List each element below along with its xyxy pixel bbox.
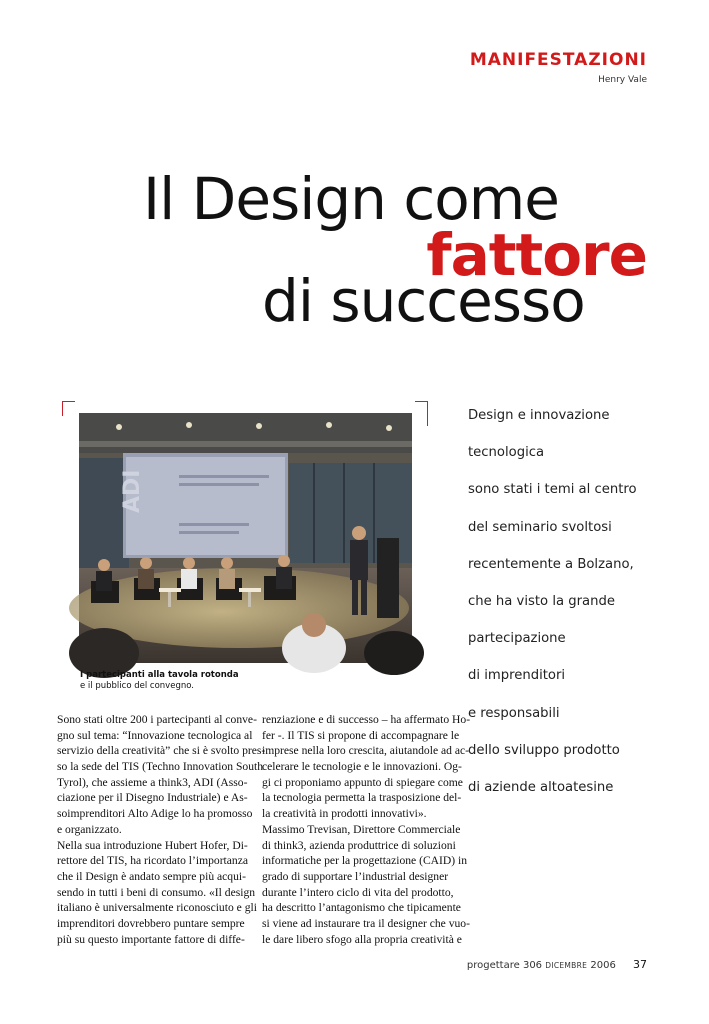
page-number: 37	[633, 958, 647, 971]
pull-quote-line: partecipazione	[468, 631, 566, 647]
issue-year: 2006	[590, 960, 616, 971]
body-line: celerare le tecnologie e le innovazioni. Og-	[262, 760, 462, 774]
body-line: imprese nella loro crescita, aiutandole ad ac-	[262, 744, 469, 758]
body-line: Massimo Trevisan, Direttore Commerciale	[262, 822, 461, 836]
pull-quote	[468, 402, 668, 811]
body-line: sendo in tutti i beni di consumo. «Il design	[57, 885, 256, 899]
pull-quote-line: di imprenditori	[468, 668, 566, 684]
pull-quote-line: tecnologica	[468, 445, 545, 461]
body-line: soimprenditori Alto Adige lo ha promosso	[57, 807, 253, 821]
body-line: ha descritto l’antagonismo che tipicamente	[262, 901, 461, 915]
body-line: fer -. Il TIS si propone di accompagnare le	[262, 728, 460, 742]
article-title-line-3: di successo	[262, 267, 585, 335]
body-line: grado di supportare l’industrial designer	[262, 869, 449, 883]
body-line: le dare libero sfogo alla propria creatività e	[262, 932, 462, 946]
photo-frame-corner-right	[415, 401, 428, 426]
page-footer	[467, 958, 647, 971]
body-line: gno sul tema: “Innovazione tecnologica al	[57, 728, 253, 742]
author-name: Henry Vale	[598, 75, 647, 85]
body-column-1	[57, 712, 266, 947]
pull-quote-line: di aziende altoatesine	[468, 779, 614, 795]
section-label: MANIFESTAZIONI	[469, 50, 647, 70]
photo-frame-corner-left	[62, 401, 75, 416]
body-line: di think3, azienda produttrice di soluzioni	[262, 838, 456, 852]
body-line: si viene ad instaurare tra il designer che vuo-	[262, 916, 470, 930]
pull-quote-line: recentemente a Bolzano,	[468, 556, 634, 572]
pull-quote-line: Design e innovazione	[468, 408, 610, 423]
body-line: durante l’intero ciclo di vita del prodotto,	[262, 885, 454, 899]
conference-photo	[79, 413, 412, 663]
pull-quote-line: del seminario svoltosi	[468, 519, 612, 535]
issue-month: DICEMBRE	[545, 961, 588, 970]
body-line: la creatività in prodotti innovativi».	[262, 807, 427, 821]
photo-caption-rest: e il pubblico del convegno.	[80, 681, 194, 691]
body-column-2	[262, 712, 471, 947]
body-line: Sono stati oltre 200 i partecipanti al conve-	[57, 713, 257, 726]
pull-quote-line: e responsabili	[468, 705, 560, 721]
screen-logo-text: ADI	[120, 469, 145, 513]
body-line: gi ci proponiamo appunto di spiegare come	[262, 775, 463, 789]
body-line: informatiche per la progettazione (CAID) in	[262, 854, 468, 868]
body-line: italiano è universalmente riconosciuto e gli	[57, 901, 257, 915]
body-line: Nella sua introduzione Hubert Hofer, Di-	[57, 838, 248, 852]
body-line: imprenditori dovrebbero puntare sempre	[57, 916, 245, 930]
article-title-line-1: Il Design come	[143, 165, 559, 233]
body-line: so la sede del TIS (Techno Innovation South	[57, 760, 264, 774]
body-line: che il Design è andato sempre più acqui-	[57, 869, 246, 883]
magazine-issue: progettare 306	[466, 960, 543, 971]
body-line: la tecnologia permetta la trasposizione del-	[262, 791, 462, 805]
body-line: rettore del TIS, ha ricordato l’importanza	[57, 854, 249, 868]
body-line: ciazione per il Disegno Industriale) e As-	[57, 791, 248, 805]
body-line: renziazione e di successo – ha affermato Ho-	[262, 713, 471, 726]
pull-quote-line: che ha visto la grande	[468, 593, 615, 609]
body-line: servizio della creatività” che si è svolto pres-	[57, 744, 266, 758]
body-line: Tyrol), che assieme a think3, ADI (Asso-	[57, 775, 248, 789]
photo-caption-bold: I partecipanti alla tavola rotonda	[80, 670, 239, 680]
photo-caption	[80, 670, 239, 692]
body-line: più su questo importante fattore di diffe-	[57, 932, 245, 946]
body-line: e organizzato.	[57, 822, 122, 836]
article-title-line-2: fattore	[426, 221, 647, 289]
pull-quote-line: dello sviluppo prodotto	[468, 742, 620, 758]
pull-quote-line: sono stati i temi al centro	[468, 482, 637, 498]
